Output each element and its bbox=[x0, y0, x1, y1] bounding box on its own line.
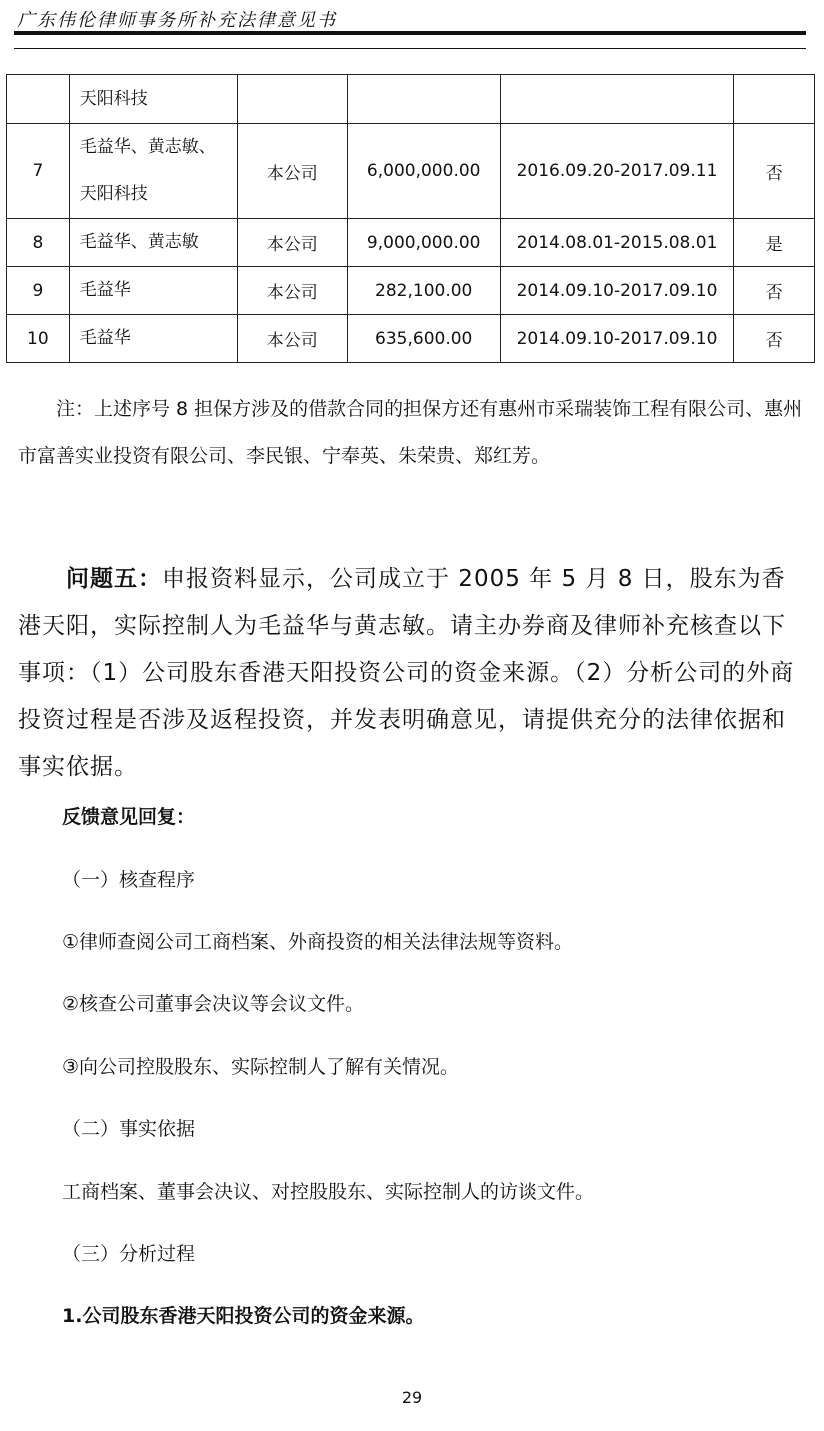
cell-borrower: 本公司 bbox=[237, 315, 347, 363]
cell-guarantor: 毛益华 bbox=[69, 267, 237, 315]
question-five bbox=[18, 556, 808, 791]
cell-fulfilled bbox=[734, 75, 815, 124]
header-rule-thick bbox=[14, 31, 806, 35]
cell-amount: 9,000,000.00 bbox=[347, 219, 500, 267]
cell-guarantor: 毛益华 bbox=[69, 315, 237, 363]
section-three-title: （三）分析过程 bbox=[62, 1243, 196, 1265]
cell-period: 2016.09.20-2017.09.11 bbox=[500, 124, 734, 219]
facts-text: 工商档案、董事会决议、对控股股东、实际控制人的访谈文件。 bbox=[62, 1181, 595, 1203]
subsection-one-title: 1.公司股东香港天阳投资公司的资金来源。 bbox=[62, 1305, 425, 1327]
cell-guarantor: 毛益华、黄志敏 bbox=[69, 219, 237, 267]
cell-period bbox=[500, 75, 734, 124]
question-text: 申报资料显示，公司成立于 2005 年 5 月 8 日，股东为香港天阳，实际控制人为毛益华与黄志敏。请主办券商及律师补充核查以下事项：（1）公司股东香港天阳投资公司的资金来源。（2）分析公司的外商投资过程是否涉及返程投资，并发表明确意见，请提供充分的法律依据和事实依据。 bbox=[18, 566, 795, 780]
cell-period: 2014.09.10-2017.09.10 bbox=[500, 315, 734, 363]
cell-borrower: 本公司 bbox=[237, 124, 347, 219]
cell-amount: 635,600.00 bbox=[347, 315, 500, 363]
cell-no: 10 bbox=[7, 315, 70, 363]
cell-borrower bbox=[237, 75, 347, 124]
cell-fulfilled: 是 bbox=[734, 219, 815, 267]
cell-period: 2014.09.10-2017.09.10 bbox=[500, 267, 734, 315]
table-row bbox=[7, 219, 815, 267]
cell-guarantor: 天阳科技 bbox=[69, 75, 237, 124]
cell-period: 2014.08.01-2015.08.01 bbox=[500, 219, 734, 267]
cell-borrower: 本公司 bbox=[237, 219, 347, 267]
cell-no bbox=[7, 75, 70, 124]
cell-no: 9 bbox=[7, 267, 70, 315]
procedure-item: ③向公司控股股东、实际控制人了解有关情况。 bbox=[62, 1056, 460, 1078]
table-note: 注：上述序号 8 担保方涉及的借款合同的担保方还有惠州市采瑞装饰工程有限公司、惠州市富善实业投资有限公司、李民银、宁奉英、朱荣贵、郑红芳。 bbox=[18, 398, 803, 467]
cell-guarantor: 毛益华、黄志敏、 天阳科技 bbox=[69, 124, 237, 219]
table-row bbox=[7, 315, 815, 363]
table-row bbox=[7, 267, 815, 315]
reply-heading: 反馈意见回复： bbox=[62, 806, 196, 828]
cell-amount bbox=[347, 75, 500, 124]
procedure-item: ①律师查阅公司工商档案、外商投资的相关法律法规等资料。 bbox=[62, 931, 574, 953]
document-header-title: 广东伟伦律师事务所补充法律意见书 bbox=[17, 10, 337, 31]
guarantee-table bbox=[6, 74, 815, 363]
cell-no: 7 bbox=[7, 124, 70, 219]
question-label: 问题五： bbox=[66, 566, 162, 592]
cell-amount: 6,000,000.00 bbox=[347, 124, 500, 219]
table-row bbox=[7, 124, 815, 219]
procedure-item: ②核查公司董事会决议等会议文件。 bbox=[62, 993, 365, 1015]
cell-borrower: 本公司 bbox=[237, 267, 347, 315]
cell-amount: 282,100.00 bbox=[347, 267, 500, 315]
section-one-title: （一）核查程序 bbox=[62, 869, 196, 891]
section-two-title: （二）事实依据 bbox=[62, 1118, 196, 1140]
cell-no: 8 bbox=[7, 219, 70, 267]
cell-fulfilled: 否 bbox=[734, 315, 815, 363]
cell-fulfilled: 否 bbox=[734, 124, 815, 219]
header-rule-thin bbox=[14, 48, 806, 49]
table-row bbox=[7, 75, 815, 124]
cell-fulfilled: 否 bbox=[734, 267, 815, 315]
page-number: 29 bbox=[401, 1388, 423, 1407]
